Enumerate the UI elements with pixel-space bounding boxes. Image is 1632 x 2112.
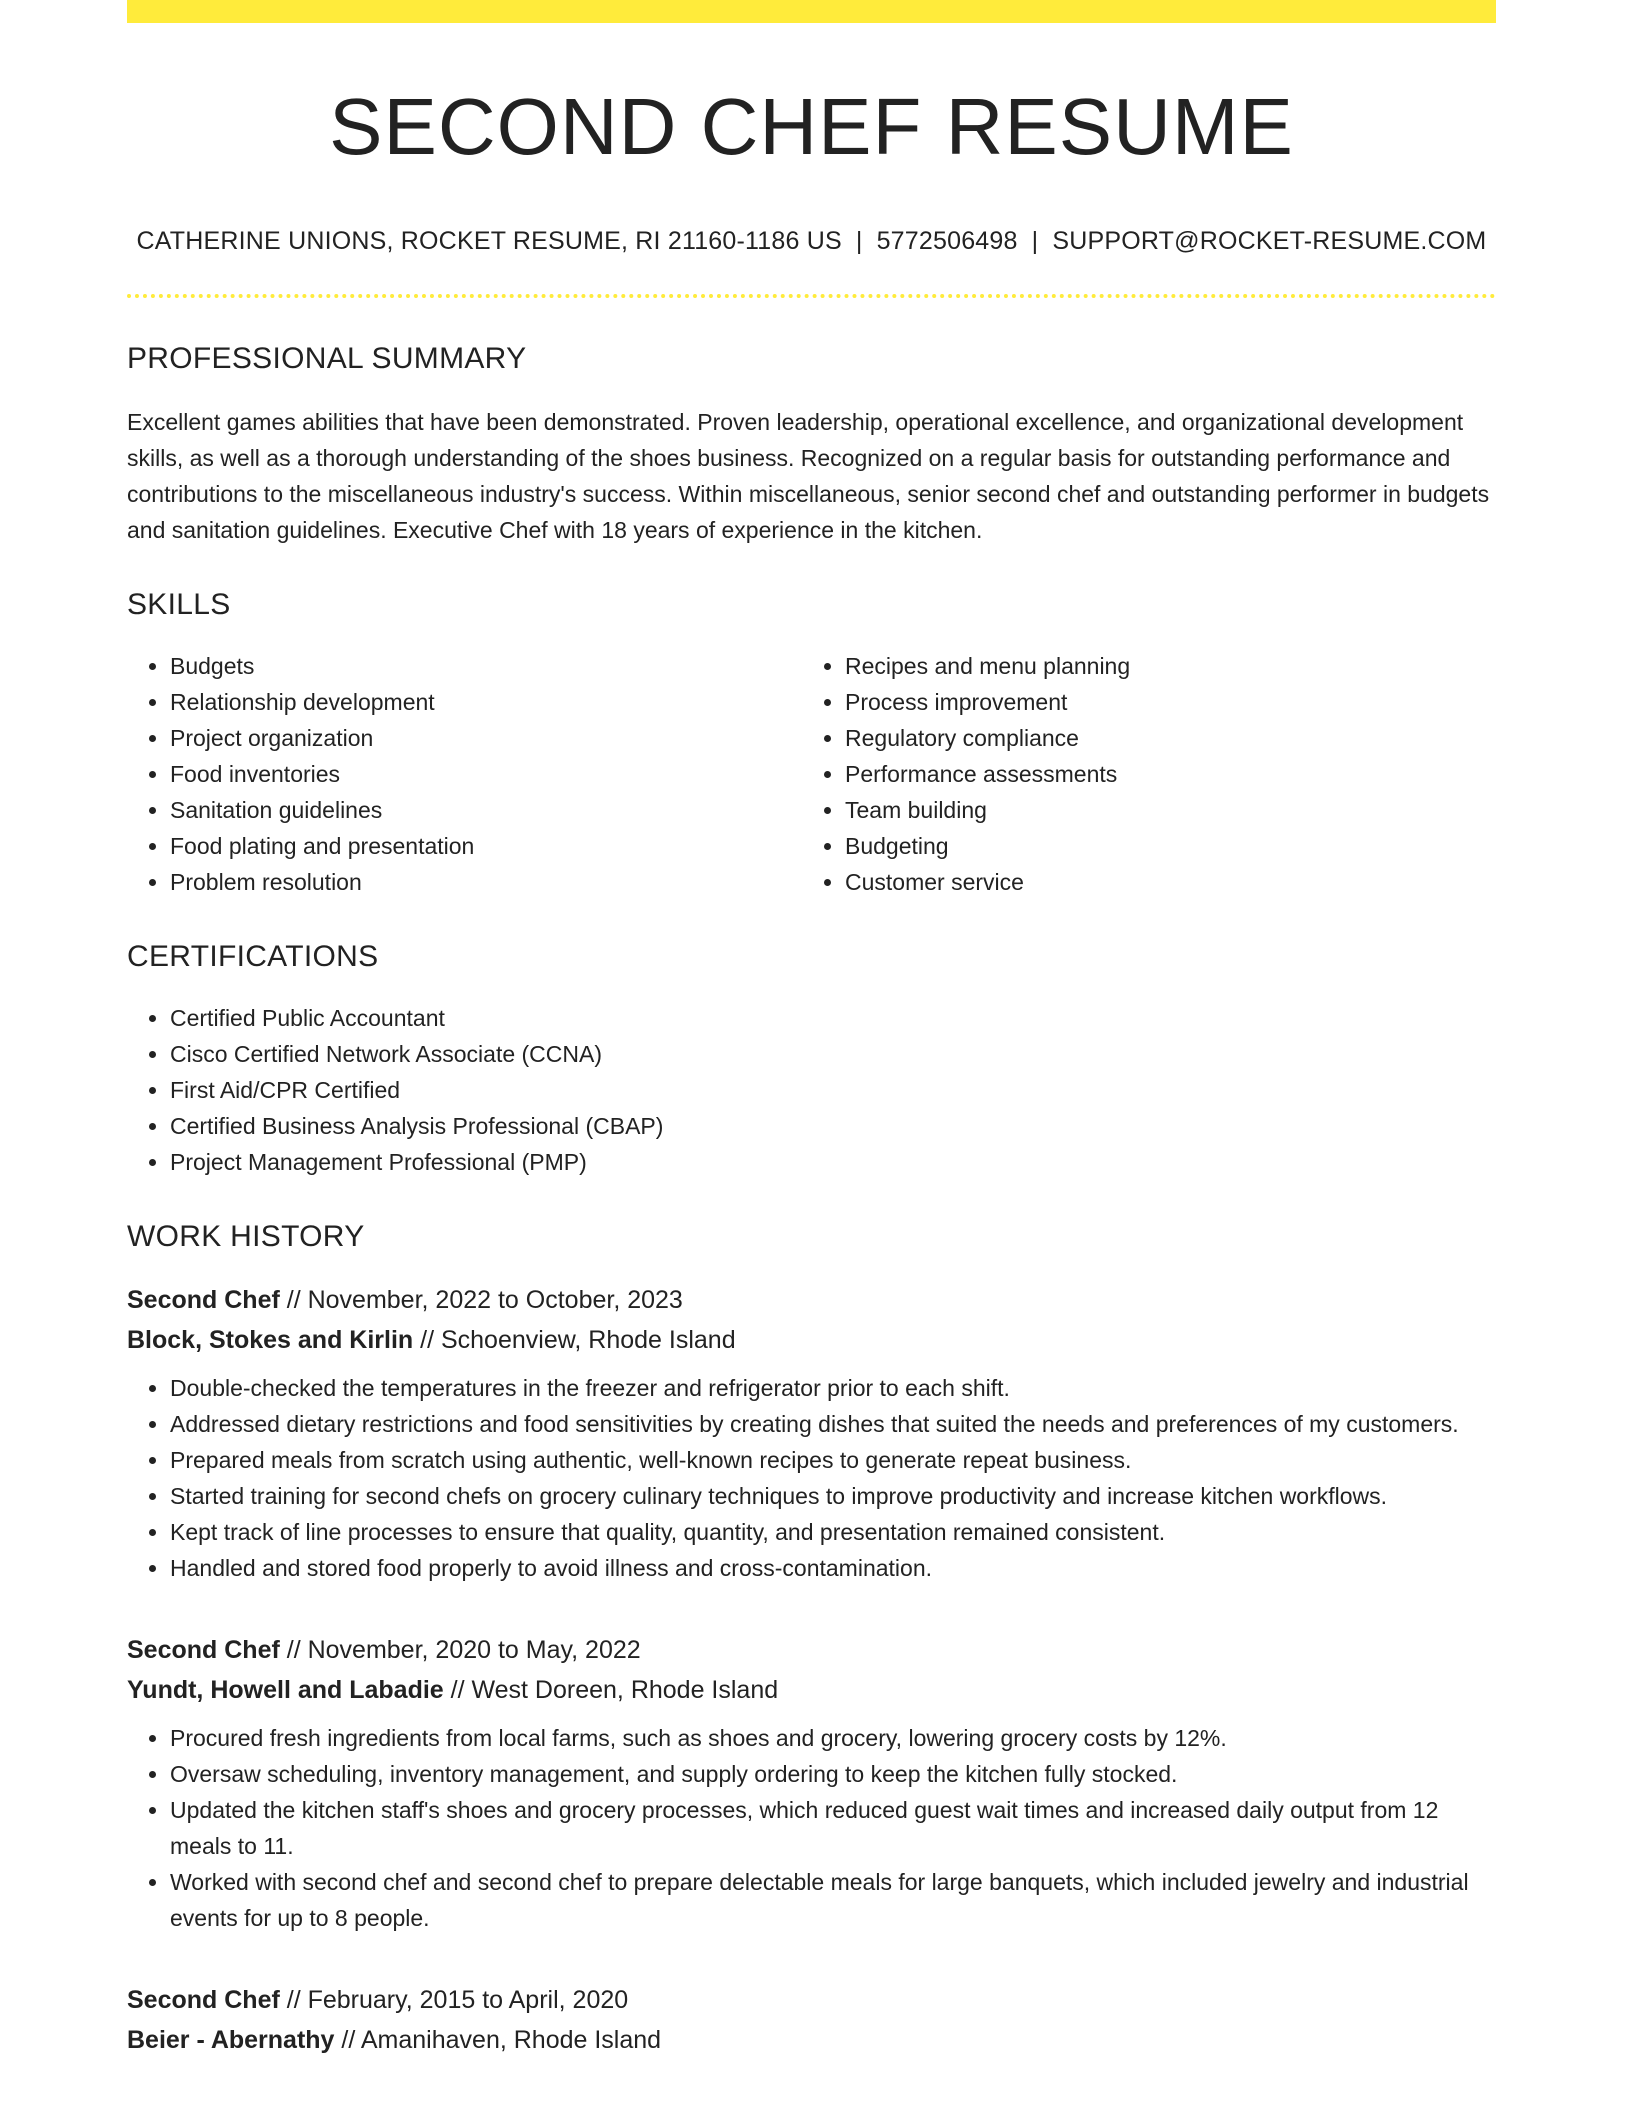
work-history-heading: WORK HISTORY — [127, 1220, 365, 1253]
skill-item: • Food inventories — [170, 756, 802, 792]
skill-item: • Process improvement — [845, 684, 1477, 720]
skill-item: • Performance assessments — [845, 756, 1477, 792]
job-location: // Amanihaven, Rhode Island — [334, 2026, 662, 2054]
skill-item: • Customer service — [845, 864, 1477, 900]
job-title: Second Chef — [127, 1986, 280, 2014]
contact-line — [127, 227, 1496, 256]
contact-separator: | — [1031, 227, 1039, 255]
job-bullet: • Started training for second chefs on grocery culinary techniques to improve productivity and increase kitchen workflows. — [170, 1478, 1496, 1514]
contact-email: SUPPORT@ROCKET-RESUME.COM — [1052, 227, 1487, 255]
summary-text: Excellent games abilities that have been demonstrated. Proven leadership, operational excellence, and organizational development skills, as well as a thorough understanding of the shoes business. Recognized on a regular basis for outstanding performance and contributions to the miscellaneous industry's success. Within miscellaneous, senior second chef and outstanding performer in budgets and sanitation guidelines. Executive Chef with 18 years of experience in the kitchen. — [127, 409, 1490, 543]
skill-item: • Recipes and menu planning — [845, 648, 1477, 684]
resume-page — [127, 0, 1496, 2060]
skills-heading: SKILLS — [127, 588, 231, 621]
accent-top-bar — [127, 0, 1496, 23]
skill-item: • Team building — [845, 792, 1477, 828]
job-dates: // November, 2022 to October, 2023 — [279, 1286, 683, 1314]
skill-item: • Sanitation guidelines — [170, 792, 802, 828]
resume-title: SECOND CHEF RESUME — [329, 82, 1294, 171]
certification-item: • First Aid/CPR Certified — [170, 1072, 1496, 1108]
job-company: Yundt, Howell and Labadie — [127, 1676, 444, 1704]
certifications-heading: CERTIFICATIONS — [127, 940, 379, 973]
job-bullet: • Handled and stored food properly to avoid illness and cross-contamination. — [170, 1550, 1496, 1586]
job-company-line — [127, 1320, 1496, 1360]
job-bullets — [127, 1370, 1496, 1586]
contact-address: CATHERINE UNIONS, ROCKET RESUME, RI 21160-1186 US — [136, 227, 842, 255]
job-entry — [127, 1630, 1496, 1936]
certification-item: • Project Management Professional (PMP) — [170, 1144, 1496, 1180]
job-dates: // November, 2020 to May, 2022 — [279, 1636, 641, 1664]
skill-item: • Budgets — [170, 648, 802, 684]
job-title-line — [127, 1280, 1496, 1320]
certification-item: • Cisco Certified Network Associate (CCNA) — [170, 1036, 1496, 1072]
skills-list-right — [802, 648, 1477, 900]
job-bullet: • Addressed dietary restrictions and food sensitivities by creating dishes that suited the needs and preferences of my customers. — [170, 1406, 1496, 1442]
job-bullet: • Procured fresh ingredients from local farms, such as shoes and grocery, lowering grocery costs by 12%. — [170, 1720, 1496, 1756]
job-bullets — [127, 1720, 1496, 1936]
job-company: Beier - Abernathy — [127, 2026, 335, 2054]
skill-item: • Budgeting — [845, 828, 1477, 864]
dotted-divider — [127, 294, 1496, 298]
skill-item: • Food plating and presentation — [170, 828, 802, 864]
certifications-list — [127, 1000, 1496, 1180]
skill-item: • Regulatory compliance — [845, 720, 1477, 756]
job-company: Block, Stokes and Kirlin — [127, 1326, 414, 1354]
job-location: // Schoenview, Rhode Island — [413, 1326, 736, 1354]
job-company-line — [127, 1670, 1496, 1710]
job-bullet: • Double-checked the temperatures in the freezer and refrigerator prior to each shift. — [170, 1370, 1496, 1406]
job-bullet: • Kept track of line processes to ensure that quality, quantity, and presentation remained consistent. — [170, 1514, 1496, 1550]
job-title-line — [127, 1980, 1496, 2020]
job-location: // West Doreen, Rhode Island — [443, 1676, 779, 1704]
job-entry — [127, 1280, 1496, 1586]
summary-heading: PROFESSIONAL SUMMARY — [127, 342, 527, 375]
skills-list-left — [127, 648, 802, 900]
skill-item: • Relationship development — [170, 684, 802, 720]
certification-item: • Certified Public Accountant — [170, 1000, 1496, 1036]
job-bullet: • Prepared meals from scratch using authentic, well-known recipes to generate repeat business. — [170, 1442, 1496, 1478]
contact-separator: | — [855, 227, 863, 255]
job-entry — [127, 1980, 1496, 2060]
skill-item: • Problem resolution — [170, 864, 802, 900]
skills-columns — [127, 648, 1496, 900]
job-bullet: • Oversaw scheduling, inventory management, and supply ordering to keep the kitchen fully stocked. — [170, 1756, 1496, 1792]
job-title: Second Chef — [127, 1636, 280, 1664]
job-company-line — [127, 2020, 1496, 2060]
job-title-line — [127, 1630, 1496, 1670]
skill-item: • Project organization — [170, 720, 802, 756]
job-title: Second Chef — [127, 1286, 280, 1314]
contact-phone: 5772506498 — [876, 227, 1018, 255]
certification-item: • Certified Business Analysis Professional (CBAP) — [170, 1108, 1496, 1144]
job-dates: // February, 2015 to April, 2020 — [279, 1986, 629, 2014]
job-bullet: • Worked with second chef and second chef to prepare delectable meals for large banquets, which included jewelry and industrial events for up to 8 people. — [170, 1864, 1496, 1936]
job-bullet: • Updated the kitchen staff's shoes and grocery processes, which reduced guest wait times and increased daily output from 12 meals to 11. — [170, 1792, 1496, 1864]
